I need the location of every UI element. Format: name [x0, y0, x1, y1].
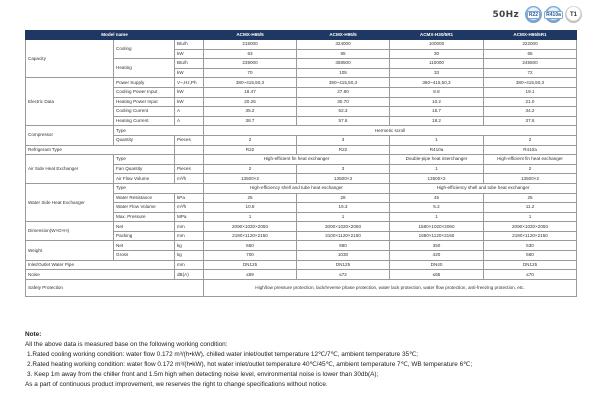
value-cell: 222000 [484, 40, 577, 50]
value-cell: 215000 [204, 40, 297, 50]
row-group-label: Air Side Heat Exchanger [26, 155, 114, 184]
value-cell: DN125 [484, 260, 577, 270]
model-header: ACMX-H65/5R1 [484, 31, 577, 40]
value-cell: 3 [297, 164, 390, 174]
model-header: ACMX-H95/5 [297, 31, 390, 40]
value-cell: 13500×2 [204, 174, 297, 184]
spec-table [25, 30, 577, 297]
value-cell: 380~415,50,3 [297, 78, 390, 88]
value-cell: 324000 [297, 40, 390, 50]
value-cell: 25 [484, 193, 577, 203]
value-cell: 3 [297, 135, 390, 145]
value-cell: 20.25 [204, 97, 297, 107]
row-label: Net [114, 241, 175, 251]
value-cell: 100000 [390, 40, 484, 50]
row-label: Type [114, 155, 175, 165]
value-cell: 65 [484, 49, 577, 59]
value-cell: 2090×1020×2050 [484, 222, 577, 232]
unit-cell: Btu/h [175, 40, 204, 50]
model-header: ACMX-H30/5R1 [390, 31, 484, 40]
value-cell: 2 [484, 135, 577, 145]
value-cell: DN125 [204, 260, 297, 270]
value-cell: ≤69 [204, 270, 297, 280]
row-label: Quantity [114, 135, 175, 145]
value-cell: 1580×1020×2060 [390, 222, 484, 232]
unit-cell [175, 145, 204, 155]
value-cell: 105 [297, 68, 390, 78]
value-cell: 3100×1120×2150 [297, 231, 390, 241]
value-cell: 1 [484, 212, 577, 222]
row-label: Heating [114, 59, 175, 78]
unit-cell: kW [175, 49, 204, 59]
unit-cell: kg [175, 251, 204, 261]
unit-cell: Pieces [175, 164, 204, 174]
value-cell: High/low pressure protection, lack/reverse phase protection, water lack protection, water flow protection, anti-freezing protection, etc. [204, 279, 577, 296]
value-cell: 30.70 [297, 97, 390, 107]
table-row [26, 78, 577, 88]
value-cell: 13500×3 [297, 174, 390, 184]
value-cell: 1 [204, 212, 297, 222]
table-header-row [26, 31, 577, 40]
value-cell: High-efficiency shell and tube heat exchanger [204, 183, 390, 193]
row-label: Heating Current [114, 116, 175, 126]
row-group-label: Water Side Heat Exchanger [26, 183, 114, 221]
unit-cell: kW [175, 68, 204, 78]
row-label: Cooling [114, 40, 175, 59]
notes-footer: As a part of continuous product improvement, we reserves the right to change specifications without notice. [25, 381, 328, 388]
value-cell: 1030 [297, 251, 390, 261]
value-cell: 350 [390, 241, 484, 251]
unit-cell: m³/h [175, 174, 204, 184]
table-row [26, 222, 577, 232]
table-row [26, 279, 577, 296]
value-cell: 700 [204, 251, 297, 261]
model-name-header: Model name [26, 31, 204, 40]
table-row [26, 183, 577, 193]
unit-cell: A [175, 107, 204, 117]
value-cell: 18.2 [390, 116, 484, 126]
value-cell: 10.8 [204, 203, 297, 213]
value-cell: 2 [204, 135, 297, 145]
value-cell: 239000 [204, 59, 297, 69]
value-cell: Hermetic scroll [204, 126, 577, 136]
unit-cell: kg [175, 241, 204, 251]
row-group-label: Electric Data [26, 78, 114, 126]
value-cell: 95 [297, 49, 390, 59]
row-label: Water Flow Volume [114, 203, 175, 213]
value-cell: 1 [390, 164, 484, 174]
value-cell: 980 [297, 241, 390, 251]
value-cell: Double-pipe heat interchanger [390, 155, 484, 165]
table-row [26, 126, 577, 136]
unit-cell: kPa [175, 193, 204, 203]
value-cell: 380~415,50,3 [204, 78, 297, 88]
row-group-label: Refrigerant Type [26, 145, 175, 155]
value-cell: 3000×1020×2050 [297, 222, 390, 232]
row-label: Packing [114, 231, 175, 241]
row-label: Type [114, 183, 204, 193]
value-cell: ≤65 [390, 270, 484, 280]
value-cell: 13500×2 [390, 174, 484, 184]
value-cell: 2190×1120×2150 [484, 231, 577, 241]
value-cell: 70 [204, 68, 297, 78]
climate-t1-icon: T1 [565, 6, 582, 23]
model-header: ACMX-H65/5 [204, 31, 297, 40]
value-cell: 72 [484, 68, 577, 78]
table-row [26, 241, 577, 251]
unit-cell: A [175, 116, 204, 126]
value-cell: High-efficiency shell and tube heat exchanger [390, 183, 577, 193]
row-label: Power Supply [114, 78, 175, 88]
value-cell: DN125 [297, 260, 390, 270]
value-cell: R410a [390, 145, 484, 155]
table-row [26, 155, 577, 165]
row-group-label: Safety Protection [26, 279, 204, 296]
row-group-label: Weight [26, 241, 114, 260]
value-cell: 2090×1020×2050 [204, 222, 297, 232]
value-cell: 358500 [297, 59, 390, 69]
row-label: Cooling Current [114, 107, 175, 117]
value-cell: ≤72 [297, 270, 390, 280]
unit-cell: dB(A) [175, 270, 204, 280]
value-cell: 2 [484, 164, 577, 174]
value-cell: 37.6 [484, 116, 577, 126]
value-cell: 63 [204, 49, 297, 59]
table-row [26, 270, 577, 280]
value-cell: 380~415,50,3 [390, 78, 484, 88]
row-group-label: Inlet/Outlet Water Pipe [26, 260, 175, 270]
value-cell: 10.2 [390, 97, 484, 107]
value-cell: 1 [390, 212, 484, 222]
value-cell: 420 [390, 251, 484, 261]
value-cell: 8.8 [390, 87, 484, 97]
value-cell: 16.3 [297, 203, 390, 213]
unit-cell: mm [175, 222, 204, 232]
value-cell: 1 [297, 212, 390, 222]
value-cell: 650 [204, 241, 297, 251]
refrigerant-r410a-icon: R410a [545, 6, 562, 23]
frequency-label: 50Hz [492, 9, 519, 20]
row-label: Air Flow Volume [114, 174, 175, 184]
value-cell: 13500×2 [484, 174, 577, 184]
unit-cell: MPa [175, 212, 204, 222]
value-cell: 38.7 [204, 116, 297, 126]
notes-intro: All the above data is measured base on the following working condition: [25, 341, 228, 348]
unit-cell [175, 155, 204, 165]
value-cell: 380~415,50,3 [484, 78, 577, 88]
value-cell: 15.7 [390, 107, 484, 117]
value-cell: 27.80 [297, 87, 390, 97]
row-group-label: Compressor [26, 126, 114, 145]
value-cell: 19.1 [484, 87, 577, 97]
refrigerant-r22-icon: R22 [525, 6, 542, 23]
note-item: 1.Rated cooling working condition: water flow 0.172 m³/(h•kW), chilled water inlet/outlet temperature 12℃/7℃, ambient temperature 35℃; [27, 351, 419, 358]
value-cell: 2190×1120×2150 [204, 231, 297, 241]
row-label: Gross [114, 251, 175, 261]
value-cell: 11.2 [484, 203, 577, 213]
table-row [26, 145, 577, 155]
row-label: Max. Pressure [114, 212, 175, 222]
value-cell: R22 [297, 145, 390, 155]
value-cell: 45 [390, 193, 484, 203]
unit-cell: kW [175, 87, 204, 97]
unit-cell: V~,Hz,Ph [175, 78, 204, 88]
row-label: Cooling Power Input [114, 87, 175, 97]
unit-cell: Btu/h [175, 59, 204, 69]
note-item: 2.Rated heating working condition: water flow 0.172 m³/(h•kW), hot water inlet/outlet temperature 40℃/45℃, ambient temperature 7℃, WB temperature 6℃; [27, 361, 473, 368]
table-row [26, 260, 577, 270]
spec-badges [493, 6, 583, 23]
value-cell: 28 [297, 193, 390, 203]
table-row [26, 40, 577, 50]
row-label: Net [114, 222, 175, 232]
value-cell: 245500 [484, 59, 577, 69]
value-cell: High-efficient fin heat exchanger [484, 155, 577, 165]
unit-cell: kW [175, 97, 204, 107]
value-cell: 18.47 [204, 87, 297, 97]
notes-section [25, 330, 472, 390]
value-cell: 110000 [390, 59, 484, 69]
row-label: Type [114, 126, 204, 136]
value-cell: 1 [390, 135, 484, 145]
value-cell: R22 [204, 145, 297, 155]
value-cell: 5.2 [390, 203, 484, 213]
row-group-label: Noise [26, 270, 175, 280]
value-cell: 57.6 [297, 116, 390, 126]
value-cell: 2 [204, 164, 297, 174]
row-label: Fan Quantity [114, 164, 175, 174]
value-cell: 30 [390, 49, 484, 59]
value-cell: 1680×1120×2160 [390, 231, 484, 241]
notes-title: Note: [25, 331, 42, 338]
value-cell: R410a [484, 145, 577, 155]
note-item: 3. Keep 1m away from the chiller front and 1.5m high when detecting noise level, environmental noise is lower than 30db(A); [27, 371, 379, 378]
value-cell: 21.0 [484, 97, 577, 107]
value-cell: 33 [390, 68, 484, 78]
value-cell: 35.2 [204, 107, 297, 117]
value-cell: 530 [484, 241, 577, 251]
value-cell: 25 [204, 193, 297, 203]
value-cell: 34.2 [484, 107, 577, 117]
value-cell: High-efficient fin heat exchanger [204, 155, 390, 165]
unit-cell: Pieces [175, 135, 204, 145]
row-group-label: Capacity [26, 40, 114, 78]
value-cell: 580 [484, 251, 577, 261]
value-cell: ≤70 [484, 270, 577, 280]
row-label: Heating Power Input [114, 97, 175, 107]
unit-cell: mm [175, 260, 204, 270]
unit-cell: m³/h [175, 203, 204, 213]
value-cell: 52.3 [297, 107, 390, 117]
row-label: Water Resistance [114, 193, 175, 203]
unit-cell: mm [175, 231, 204, 241]
value-cell: DN40 [390, 260, 484, 270]
row-group-label: Dimension(W×D×H) [26, 222, 114, 241]
